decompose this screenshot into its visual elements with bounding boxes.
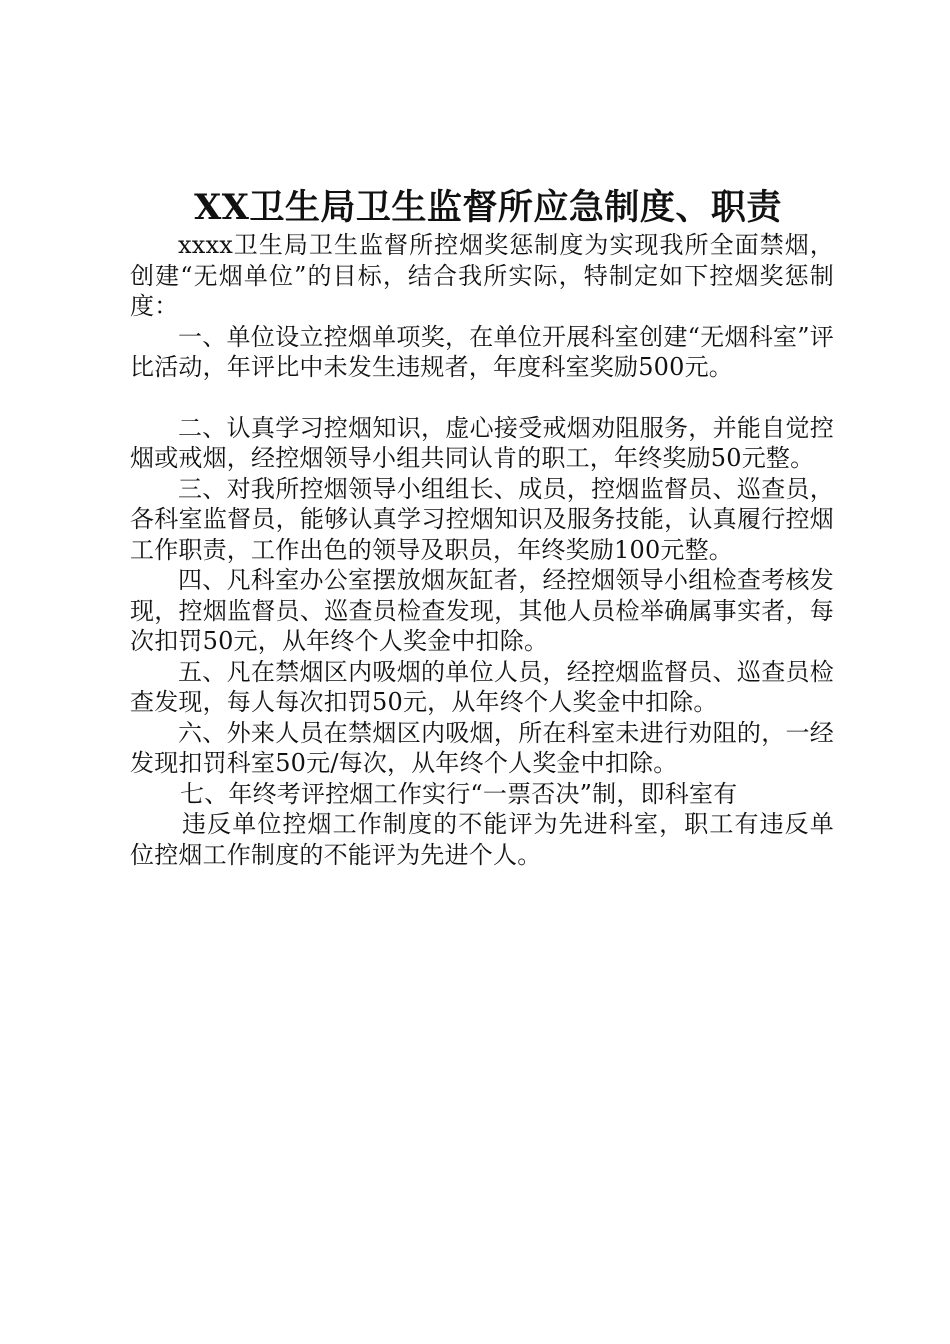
paragraph-rule-4: 四、凡科室办公室摆放烟灰缸者，经控烟领导小组检查考核发现，控烟监督员、巡查员检查发现，其他人员检举确属事实者，每次扣罚50元，从年终个人奖金中扣除。 [130, 566, 834, 655]
document-page [130, 186, 834, 870]
paragraph-rule-7-continued: 违反单位控烟工作制度的不能评为先进科室，职工有违反单位控烟工作制度的不能评为先进个人。 [130, 810, 834, 869]
paragraph-rule-5: 五、凡在禁烟区内吸烟的单位人员，经控烟监督员、巡查员检查发现，每人每次扣罚50元，从年终个人奖金中扣除。 [130, 657, 834, 716]
document-title: XX卫生局卫生监督所应急制度、职责 [194, 187, 782, 228]
paragraph-rule-6: 六、外来人员在禁烟区内吸烟，所在科室未进行劝阻的，一经发现扣罚科室50元/每次，从年终个人奖金中扣除。 [130, 718, 834, 777]
paragraph-rule-2: 二、认真学习控烟知识，虚心接受戒烟劝阻服务，并能自觉控烟或戒烟，经控烟领导小组共同认肯的职工，年终奖励50元整。 [130, 413, 834, 472]
paragraph-rule-3: 三、对我所控烟领导小组组长、成员，控烟监督员、巡查员，各科室监督员，能够认真学习控烟知识及服务技能，认真履行控烟工作职责，工作出色的领导及职员，年终奖励100元整。 [130, 474, 834, 564]
paragraph-rule-1: 一、单位设立控烟单项奖，在单位开展科室创建“无烟科室”评比活动，年评比中未发生违规者，年度科室奖励500元。 [130, 322, 834, 381]
paragraph-intro: xxxx卫生局卫生监督所控烟奖惩制度为实现我所全面禁烟，创建“无烟单位”的目标，结合我所实际，特制定如下控烟奖惩制度： [130, 231, 834, 320]
paragraph-rule-7: 七、年终考评控烟工作实行“一票否决”制，即科室有 [180, 779, 738, 808]
